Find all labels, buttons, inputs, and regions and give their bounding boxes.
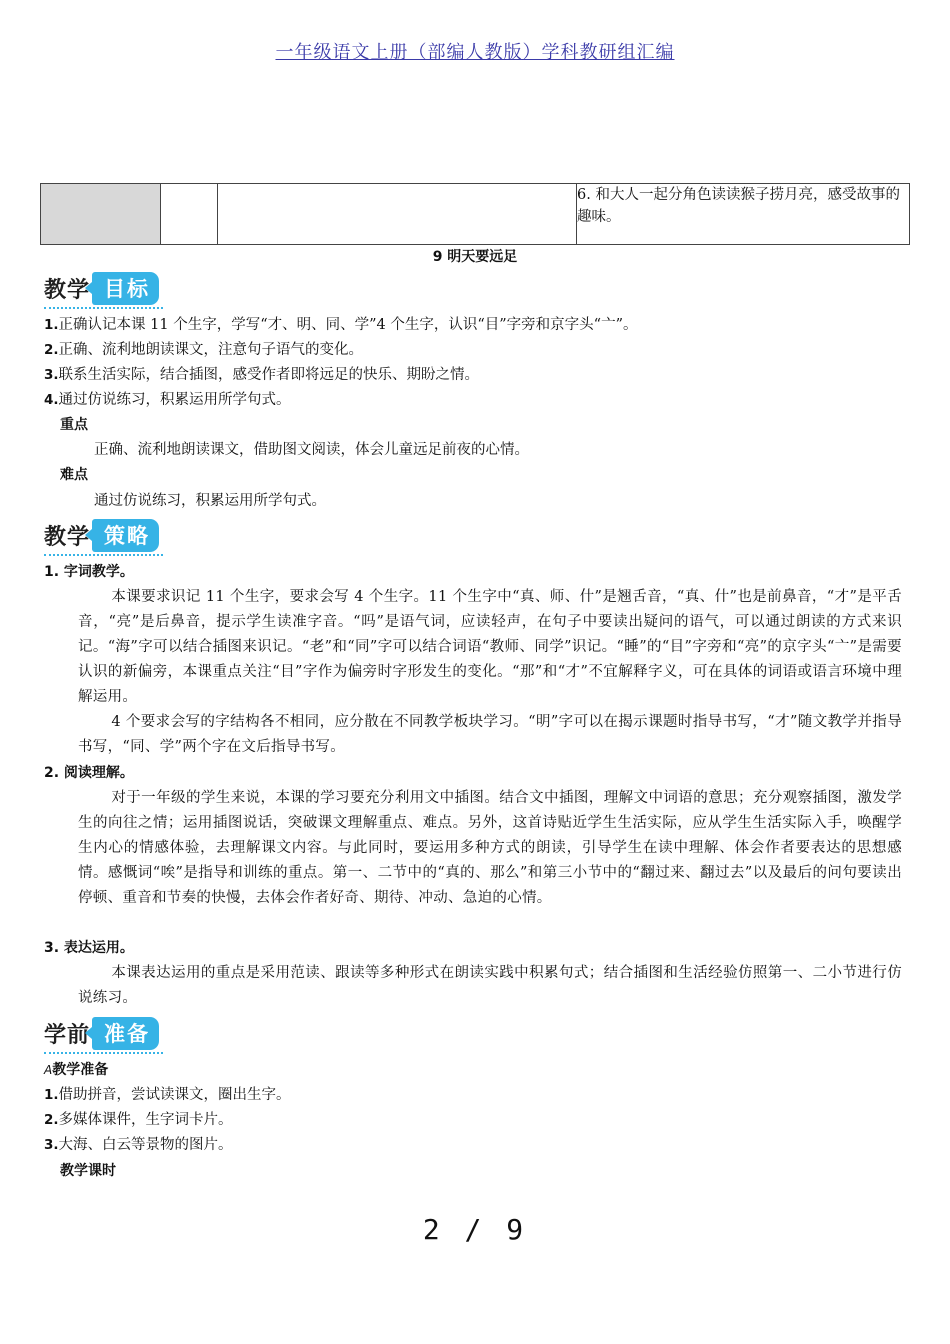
banner-left-text: 学前 xyxy=(44,1022,91,1048)
strategy-heading-3: 3. 表达运用。 xyxy=(44,940,134,956)
goal-item: 4.通过仿说练习，积累运用所学句式。 xyxy=(44,392,291,408)
section-banner-prep xyxy=(44,1015,159,1051)
banner-tag: 目标 xyxy=(92,272,159,305)
goal-item: 2.正确、流利地朗读课文，注意句子语气的变化。 xyxy=(44,342,364,358)
class-hours-label: 教学课时 xyxy=(60,1163,116,1179)
difficulty-label: 难点 xyxy=(60,467,88,483)
key-point-label: 重点 xyxy=(60,417,88,433)
banner-left-text: 教学 xyxy=(44,524,91,550)
banner-underline xyxy=(44,554,163,556)
table-cell xyxy=(161,184,218,245)
table-cell-shaded xyxy=(41,184,161,245)
lesson-title: 9 明天要远足 xyxy=(432,249,518,265)
table-cell xyxy=(218,184,577,245)
key-point-text: 正确、流利地朗读课文，借助图文阅读，体会儿童远足前夜的心情。 xyxy=(94,442,529,458)
banner-tag: 准备 xyxy=(92,1017,159,1050)
page-number: 2 / 9 xyxy=(422,1213,528,1246)
strategy-paragraph: 本课要求识记 11 个生字，要求会写 4 个生字。11 个生字中“真、师、什”是翘舌音，“真、什”也是前鼻音，“才”是平舌音，“亮”是后鼻音，提示学生读准字音。“吗”是语气词，应读轻声，在句子中要读出疑问的语气，可以通过朗读的方式来识记。“海”字可以结合插图来识记。“老”和“同”字可以结合词语“教师、同学”识记。“睡”的“目”字旁和“亮”的京字头“亠”是需要认识的新偏旁，本课重点关注“目”字作为偏旁时字形发生的变化。“那”和“才”不宜解释字义，可在具体的词语或语言环境中理解运用。 xyxy=(78,589,902,705)
prep-item: 2.多媒体课件，生字词卡片。 xyxy=(44,1112,233,1128)
banner-tag: 策略 xyxy=(92,519,159,552)
header-link[interactable]: 一年级语文上册（部编人教版）学科教研组汇编 xyxy=(275,42,675,63)
strategy-paragraph: 4 个要求会写的字结构各不相同，应分散在不同教学板块学习。“明”字可以在揭示课题时指导书写，“才”随文教学并指导书写，“同、学”两个字在文后指导书写。 xyxy=(78,714,902,755)
continuation-table xyxy=(40,183,910,245)
goal-item: 3.联系生活实际，结合插图，感受作者即将远足的快乐、期盼之情。 xyxy=(44,367,480,383)
banner-underline xyxy=(44,1052,163,1054)
prep-item: 1.借助拼音，尝试读课文，圈出生字。 xyxy=(44,1087,291,1103)
prep-heading: A教学准备 xyxy=(44,1062,109,1078)
banner-underline xyxy=(44,307,163,309)
table-cell-text: 6. 和大人一起分角色读读猴子捞月亮，感受故事的趣味。 xyxy=(577,184,910,245)
goal-item: 1.正确认记本课 11 个生字，学写“才、明、同、学”4 个生字，认识“目”字旁和京字头“亠”。 xyxy=(44,317,638,333)
strategy-paragraph: 对于一年级的学生来说，本课的学习要充分利用文中插图。结合文中插图，理解文中词语的意思；充分观察插图，激发学生的向往之情；运用插图说话，突破课文理解重点、难点。另外，这首诗贴近学生生活实际，应从学生生活实际入手，唤醒学生内心的情感体验，去理解课文内容。与此同时，要运用多种方式的朗读，引导学生在读中理解、体会作者要表达的思想感情。感慨词“唉”是指导和训练的重点。第一、二节中的“真的、那么”和第三小节中的“翻过来、翻过去”以及最后的问句要读出停顿、重音和节奏的快慢，去体会作者好奇、期待、冲动、急迫的心情。 xyxy=(78,790,902,906)
banner-left-text: 教学 xyxy=(44,277,91,303)
section-banner-goals xyxy=(44,270,159,306)
difficulty-text: 通过仿说练习，积累运用所学句式。 xyxy=(94,493,326,509)
strategy-heading-1: 1. 字词教学。 xyxy=(44,564,134,580)
prep-item: 3.大海、白云等景物的图片。 xyxy=(44,1137,233,1153)
strategy-heading-2: 2. 阅读理解。 xyxy=(44,765,134,781)
section-banner-strategy xyxy=(44,517,159,553)
strategy-paragraph: 本课表达运用的重点是采用范读、跟读等多种形式在朗读实践中积累句式；结合插图和生活经验仿照第一、二小节进行仿说练习。 xyxy=(78,965,902,1006)
